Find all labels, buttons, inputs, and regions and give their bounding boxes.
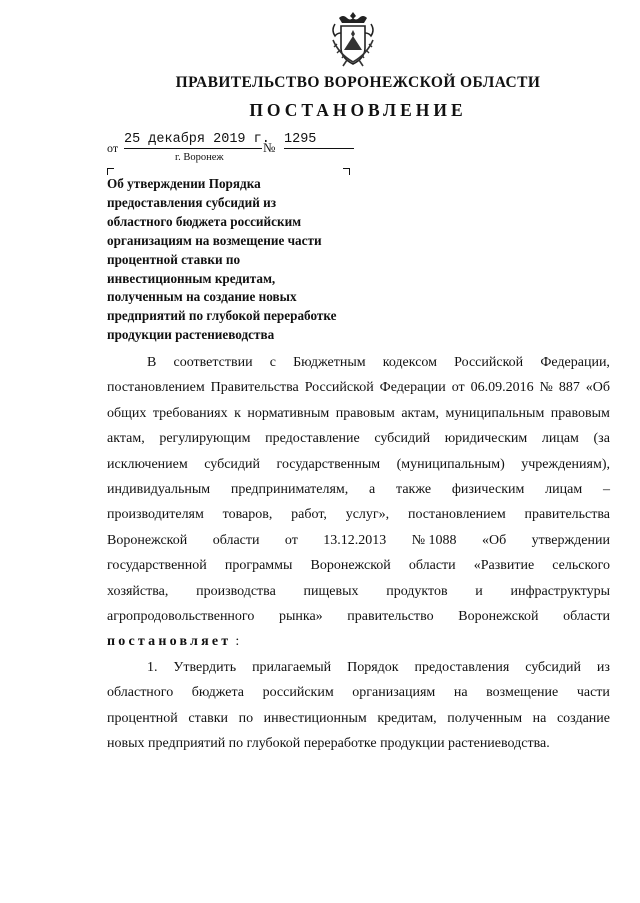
word: области — [563, 609, 610, 625]
subject-line: полученным на создание новых — [107, 289, 297, 305]
item-1-last-line — [107, 731, 610, 756]
word: (муниципальным) — [396, 456, 505, 472]
word: от — [451, 380, 465, 396]
word: кодексом — [382, 355, 438, 370]
text-line — [107, 426, 610, 451]
word: к — [234, 405, 241, 421]
document-city: г. Воронеж — [175, 152, 224, 163]
text-line — [107, 706, 610, 731]
word: создание — [556, 710, 610, 726]
word: Утвердить — [173, 659, 237, 675]
word: В — [147, 355, 157, 370]
word: № 1088 — [411, 532, 457, 548]
decree-word: постановляет — [107, 634, 232, 650]
word: хозяйства, — [107, 583, 169, 599]
word: процентной — [107, 710, 178, 726]
coat-of-arms-emblem — [329, 10, 377, 68]
date-from-label: от — [107, 141, 119, 155]
decree-line — [107, 629, 610, 654]
word: 06.09.2016 — [470, 380, 534, 396]
word: сельского — [552, 558, 610, 574]
text-line — [107, 604, 610, 629]
word: соответствии — [173, 355, 253, 370]
word: 1. — [147, 659, 158, 675]
item-1-paragraph — [107, 655, 610, 731]
organization-title: ПРАВИТЕЛЬСТВО ВОРОНЕЖСКОЙ ОБЛАСТИ — [175, 74, 541, 91]
word: «Об — [585, 380, 610, 396]
text-line — [107, 477, 610, 502]
word: по — [238, 710, 254, 726]
subject-corner-left — [107, 168, 114, 175]
text-line — [107, 401, 610, 426]
text-line — [107, 528, 610, 553]
word: производителям — [107, 507, 204, 523]
document-date: 25 декабря 2019 г. — [124, 132, 270, 147]
word: товаров, — [222, 507, 273, 523]
word: из — [596, 659, 610, 675]
word: субсидий — [204, 456, 261, 472]
word: № — [539, 380, 553, 396]
word: предоставления — [414, 659, 510, 675]
word: на — [453, 685, 468, 701]
word: и — [475, 583, 483, 599]
subject-line: процентной ставки по — [107, 251, 241, 267]
text-line — [107, 452, 610, 477]
word: исключением — [107, 456, 188, 472]
text-line — [107, 502, 610, 527]
word: Воронежской — [107, 532, 188, 548]
word: полученным — [447, 710, 523, 726]
subject-line: Об утверждении Порядка — [107, 176, 261, 191]
word: «Об — [481, 532, 507, 548]
word: правовым — [550, 405, 610, 421]
word: от — [284, 532, 298, 548]
word: услуг», — [345, 507, 390, 523]
word: 13.12.2013 — [323, 532, 387, 548]
word: требованиях — [152, 405, 228, 421]
word: бюджета — [191, 685, 244, 701]
text-line — [107, 350, 610, 375]
word: юридическим — [444, 431, 528, 447]
word: прилагаемый — [252, 659, 332, 675]
subject-line: предприятий по глубокой переработке — [107, 308, 337, 324]
word: также — [396, 482, 432, 498]
word: предоставление — [265, 431, 360, 447]
word: – — [603, 482, 610, 498]
word: продуктов — [386, 583, 448, 599]
document-body — [107, 350, 610, 757]
word: регулирующим — [159, 431, 251, 447]
word: правовым — [335, 405, 395, 421]
word: правительство — [347, 609, 434, 625]
word: лицам — [541, 431, 579, 447]
word: предпринимателям, — [230, 482, 349, 498]
subject-line: инвестиционным кредитам, — [107, 270, 276, 286]
word: актам, — [107, 431, 145, 447]
decree-colon: : — [235, 634, 240, 650]
subject-line: предоставления субсидий из — [107, 194, 276, 210]
word: ставки — [188, 710, 228, 726]
text-line — [107, 553, 610, 578]
word: части — [576, 685, 610, 701]
subject-line: продукции растениеводства — [107, 327, 275, 343]
text-line — [107, 680, 610, 705]
text-line — [107, 579, 610, 604]
word: правительства — [524, 507, 610, 523]
word: кредитам, — [377, 710, 437, 726]
word: учреждениям), — [521, 456, 610, 472]
word: постановлением — [407, 507, 506, 523]
word: субсидий — [525, 659, 581, 675]
word: «Развитие — [473, 558, 535, 574]
word: с — [269, 355, 276, 370]
word: физическим — [451, 482, 525, 498]
word: актам, — [401, 405, 440, 421]
word: индивидуальным — [107, 482, 211, 498]
word: (за — [593, 431, 610, 447]
word: муниципальным — [445, 405, 545, 421]
word: областного — [107, 685, 174, 701]
word: Бюджетным — [293, 355, 366, 370]
subject-line: областного бюджета российским — [107, 213, 302, 229]
document-type-title: ПОСТАНОВЛЕНИЕ — [249, 100, 467, 120]
word: программы — [224, 558, 293, 574]
word: Правительства — [210, 380, 299, 396]
word: организациям — [352, 685, 436, 701]
word: утверждении — [531, 532, 610, 548]
word: Воронежской — [310, 558, 391, 574]
word: Воронежской — [458, 609, 539, 625]
word: Федерации — [379, 380, 446, 396]
word: работ, — [291, 507, 327, 523]
text-line — [107, 375, 610, 400]
word: общих — [107, 405, 147, 421]
word: 887 — [558, 380, 580, 396]
word: а — [369, 482, 376, 498]
word: возмещение — [486, 685, 559, 701]
word: субсидий — [374, 431, 431, 447]
word: агропродовольственного — [107, 609, 255, 625]
text-line — [107, 655, 610, 680]
word: Федерации, — [540, 355, 610, 370]
document-number: 1295 — [284, 132, 354, 149]
word: постановлением — [107, 380, 205, 396]
word: Российской — [304, 380, 374, 396]
subject-corner-right — [343, 168, 350, 175]
word: области — [408, 558, 456, 574]
word: российским — [262, 685, 334, 701]
word: производства — [196, 583, 276, 599]
item-1-last-text: новых предприятий по глубокой переработке продукции растениеводства. — [107, 736, 550, 752]
word: лицам — [545, 482, 583, 498]
word: пищевых — [303, 583, 359, 599]
document-subject — [107, 175, 377, 345]
word: области — [212, 532, 260, 548]
word: государственным — [276, 456, 381, 472]
word: рынка» — [278, 609, 323, 625]
number-sign-label: № — [263, 140, 276, 155]
subject-line: организациям на возмещение части — [107, 232, 322, 248]
word: инвестиционным — [263, 710, 367, 726]
preamble-paragraph — [107, 350, 610, 629]
word: нормативным — [247, 405, 330, 421]
word: на — [532, 710, 547, 726]
word: Порядок — [347, 659, 399, 675]
word: государственной — [107, 558, 207, 574]
word: инфраструктуры — [510, 583, 610, 599]
word: Российской — [454, 355, 524, 370]
